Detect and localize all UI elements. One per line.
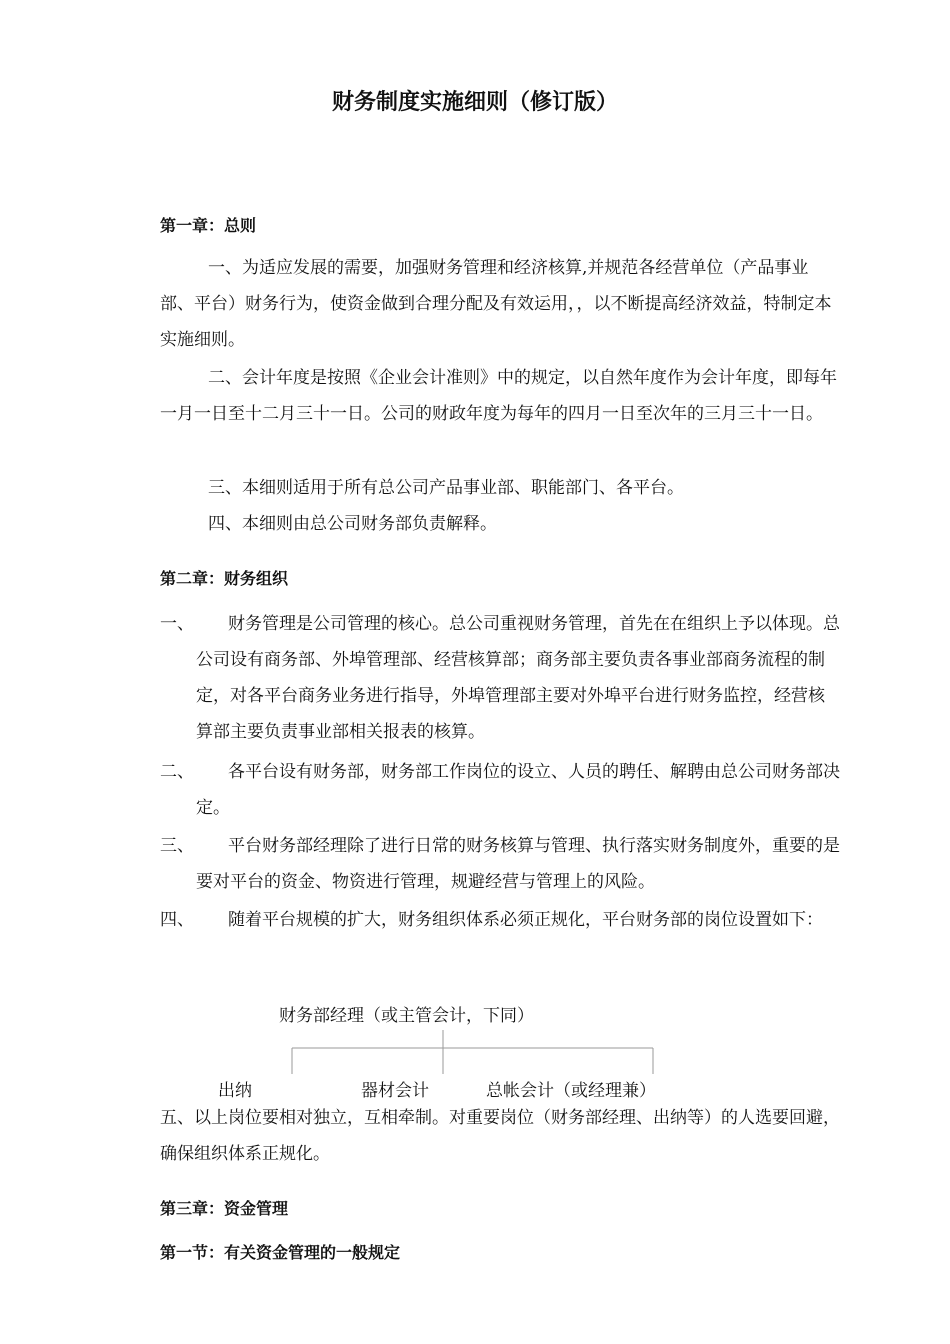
chapter-1-paragraph-2: 二、会计年度是按照《企业会计准则》中的规定，以自然年度作为会计年度，即每年一月一日至十二月三十一日。公司的财政年度为每年的四月一日至次年的三月三十一日。	[160, 368, 837, 424]
item-text: 财务管理是公司管理的核心。总公司重视财务管理，首先在在组织上予以体现。总公司设有商务部、外埠管理部、经营核算部；商务部主要负责各事业部商务流程的制定，对各平台商务业务进行指导，外埠管理部主要对外埠平台进行财务监控，经营核算部主要负责事业部相关报表的核算。	[196, 614, 840, 742]
chapter-2-item-2	[160, 754, 840, 826]
chapter-3-section-1-heading: 第一节：有关资金管理的一般规定	[160, 1243, 401, 1262]
chapter-2-item-3	[160, 828, 840, 900]
chapter-2-item-4	[160, 902, 840, 938]
item-text: 随着平台规模的扩大，财务组织体系必须正规化，平台财务部的岗位设置如下：	[228, 910, 823, 930]
item-text: 平台财务部经理除了进行日常的财务核算与管理、执行落实财务制度外，重要的是要对平台的资金、物资进行管理，规避经营与管理上的风险。	[196, 836, 840, 892]
item-number: 二、	[160, 762, 194, 782]
chapter-1-heading: 第一章：总则	[160, 216, 257, 235]
chapter-1-paragraph-3: 三、本细则适用于所有总公司产品事业部、职能部门、各平台。	[208, 478, 684, 498]
chapter-2-item-1	[160, 606, 840, 750]
chapter-3-heading: 第三章：资金管理	[160, 1199, 289, 1218]
org-chart-child-equipment-accountant: 器材会计	[361, 1081, 429, 1101]
item-number: 三、	[160, 836, 194, 856]
org-chart-top-node: 财务部经理（或主管会计，下同）	[279, 1006, 534, 1026]
org-chart-child-cashier: 出纳	[218, 1081, 252, 1101]
chapter-2-after-chart-paragraph: 五、以上岗位要相对独立，互相牵制。对重要岗位（财务部经理、出纳等）的人选要回避，确保组织体系正规化。	[160, 1108, 840, 1164]
chapter-1-paragraph-1: 一、为适应发展的需要，加强财务管理和经济核算,并规范各经营单位（产品事业部、平台）财务行为，使资金做到合理分配及有效运用，，以不断提高经济效益，特制定本实施细则。	[160, 258, 832, 350]
item-number: 一、	[160, 614, 194, 634]
document-title: 财务制度实施细则（修订版）	[331, 90, 618, 115]
item-number: 四、	[160, 910, 194, 930]
org-chart-child-general-accountant: 总帐会计（或经理兼）	[486, 1081, 656, 1101]
chapter-1-paragraph-4: 四、本细则由总公司财务部负责解释。	[208, 514, 497, 534]
chapter-2-heading: 第二章：财务组织	[160, 569, 289, 588]
item-text: 各平台设有财务部，财务部工作岗位的设立、人员的聘任、解聘由总公司财务部决定。	[196, 762, 840, 818]
